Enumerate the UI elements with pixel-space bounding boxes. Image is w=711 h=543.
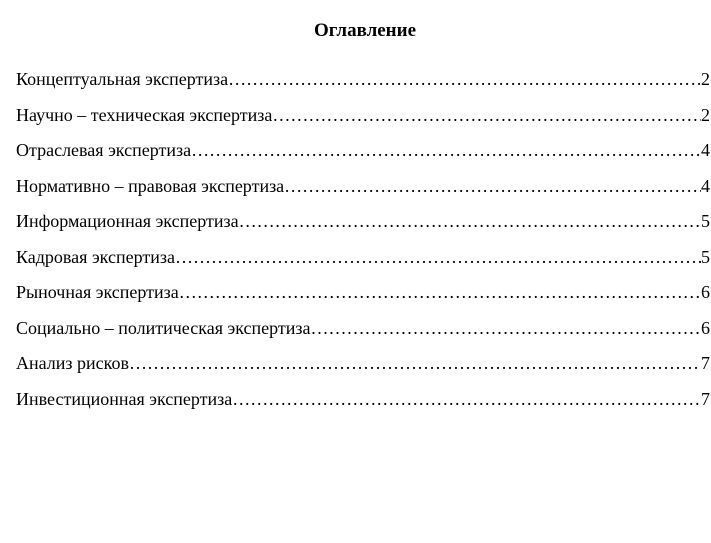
toc-entry[interactable]: [16, 280, 710, 316]
toc-entry-page-number[interactable]: 4: [701, 140, 710, 160]
toc-entry-text[interactable]: Социально – политическая экспертиза ……………………………………………………………………………………………………………………………………: [16, 316, 701, 340]
toc-entry-page-number[interactable]: 6: [701, 282, 710, 302]
toc-entry-page-number[interactable]: 7: [701, 353, 710, 373]
toc-entry[interactable]: [16, 245, 710, 281]
toc-entry-text[interactable]: Анализ рисков ……………………………………………………………………………………………………………………………………: [16, 351, 701, 375]
toc-entry-text[interactable]: Кадровая экспертиза ……………………………………………………………………………………………………………………………………: [16, 245, 701, 269]
toc-entry-text[interactable]: Инвестиционная экспертиза ……………………………………………………………………………………………………………………………………: [16, 387, 701, 411]
toc-entry-page-number[interactable]: 5: [701, 211, 710, 231]
toc-entry[interactable]: [16, 387, 710, 423]
table-of-contents: [16, 67, 710, 422]
toc-entry[interactable]: [16, 316, 710, 352]
toc-entry-page-number[interactable]: 6: [701, 317, 710, 338]
toc-entry[interactable]: [16, 209, 710, 245]
toc-entry-text[interactable]: Концептуальная экспертиза ……………………………………………………………………………………………………………………………………: [16, 67, 701, 91]
toc-entry-page-number[interactable]: 2: [701, 104, 710, 125]
toc-entry[interactable]: [16, 351, 710, 387]
toc-entry-page-number[interactable]: 4: [701, 175, 710, 196]
toc-entry[interactable]: [16, 174, 710, 210]
toc-entry[interactable]: [16, 138, 710, 174]
toc-entry-page-number[interactable]: 5: [701, 246, 710, 267]
toc-entry[interactable]: [16, 67, 710, 103]
toc-entry-page-number[interactable]: 2: [701, 69, 710, 89]
toc-entry-text[interactable]: Отраслевая экспертиза ……………………………………………………………………………………………………………………………………: [16, 138, 701, 162]
toc-title: Оглавление: [313, 20, 417, 41]
toc-entry-text[interactable]: Научно – техническая экспертиза ……………………………………………………………………………………………………………………………………: [16, 103, 701, 127]
toc-entry-page-number[interactable]: 7: [701, 388, 710, 409]
toc-entry[interactable]: [16, 103, 710, 139]
toc-entry-text[interactable]: Рыночная экспертиза ……………………………………………………………………………………………………………………………………: [16, 280, 701, 304]
toc-entry-text[interactable]: Нормативно – правовая экспертиза ……………………………………………………………………………………………………………………………………: [16, 174, 701, 198]
toc-entry-text[interactable]: Информационная экспертиза ……………………………………………………………………………………………………………………………………: [16, 209, 701, 233]
